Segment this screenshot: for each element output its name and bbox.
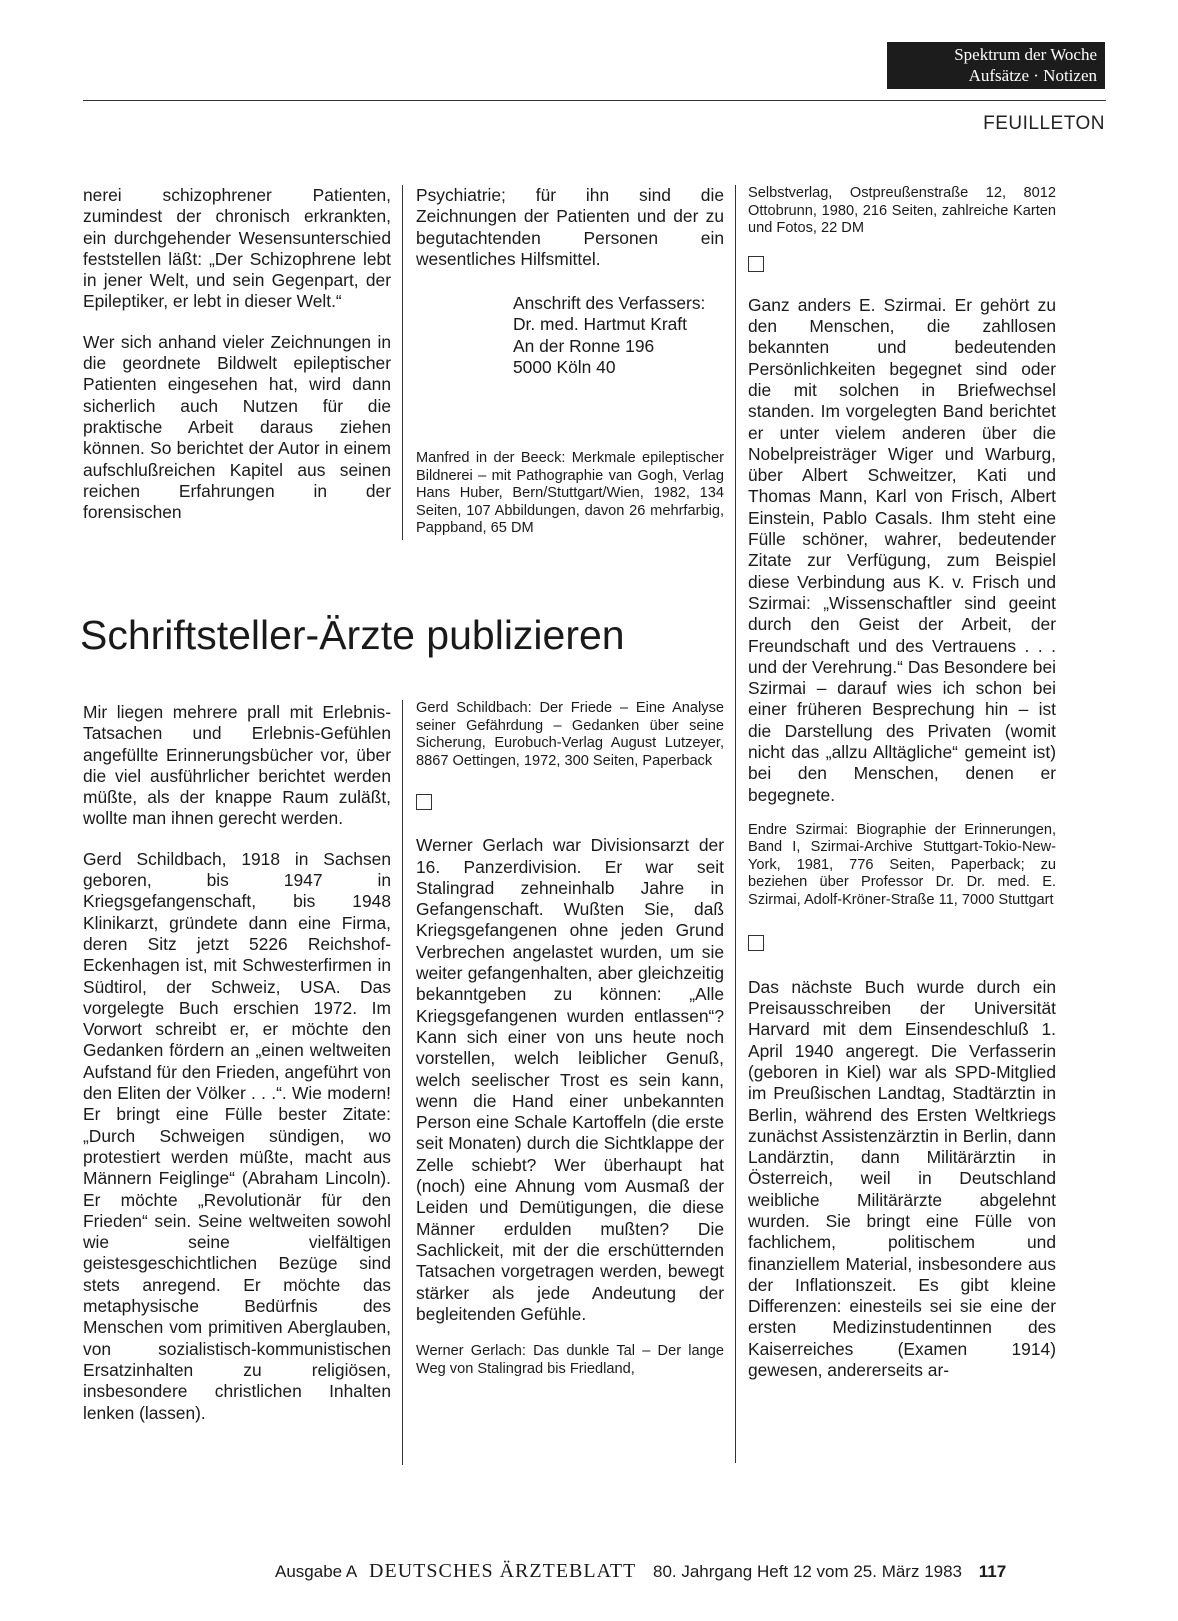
column-divider [735, 185, 736, 1463]
upper-column-2 [416, 185, 724, 538]
badge-line-2: Aufsätze · Notizen [968, 66, 1097, 85]
book-reference: Manfred in der Beeck: Merkmale epileptischer Bildnerei – mit Pathographie van Gogh, Verlag Hans Huber, Bern/Stuttgart/Wien, 1982, 134 Seiten, 107 Abbildungen, davon 26 mehrfarbig, Pappband, 65 DM [416, 450, 724, 537]
paragraph: Gerd Schildbach, 1918 in Sachsen geboren, bis 1947 in Kriegsgefangenschaft, bis 1948 Klinikarzt, gründete dann eine Firma, deren Sitz jetzt 5226 Reichshof-Eckenhagen ist, mit Schwesterfirmen in Südtirol, der Schweiz, USA. Das vorgelegte Buch erschien 1972. Im Vorwort schreibt er, er möchte den Gedanken fördern an „einen weltweiten Aufstand für den Frieden, angeführt von den Eliten der Völker . . .“. Wie modern! Er bringt eine Fülle bester Zitate: „Durch Schweigen sündigen, wo protestiert werden müßte, macht aus Männern Feiglinge“ (Abraham Lincoln). Er möchte „Revolutionär für den Frieden“ sein. Seine weltweiten sowohl wie seine vielfältigen geistesgeschichtlichen Bezüge sind stets anregend. Er möchte das metaphysische Bedürfnis des Menschen vom primitiven Aberglauben, von sozialistisch-kommunistischen Ersatzinhalten zu religiösen, insbesondere christlichen Inhalten lenken (lassen). [83, 848, 391, 1423]
paragraph: Das nächste Buch wurde durch ein Preisausschreiben der Universität Harvard mit dem Einsendeschluß 1. April 1940 angeregt. Die Verfasserin (geboren in Kiel) war als SPD-Mitglied im Preußischen Landtag, Stadtärztin in Berlin, während des Ersten Weltkriegs zunächst Assistenzärztin in Berlin, dann Landärztin, dann Militärärztin in Österreich, weil in Deutschland weibliche Militärärzte abgelehnt wurden. Sie bringt eine Fülle von fachlichem, politischem und finanziellem Material, insbesondere aus der Inflationszeit. Es gibt kleine Differenzen: einesteils sei sie eine der ersten Medizinstudentinnen des Kaiserreiches (Examen 1914) gewesen, andererseits ar- [748, 976, 1056, 1381]
issue-info: 80. Jahrgang Heft 12 vom 25. März 1983 [653, 1562, 963, 1581]
upper-column-1 [83, 185, 391, 523]
section-badge [887, 42, 1105, 89]
paragraph: Ganz anders E. Szirmai. Er gehört zu den Menschen, die zahllosen bekannten und bedeutenden Persönlichkeiten begegnet sind oder die mit solchen in Briefwechsel standen. Im vorgelegten Band berichtet er unter vielem anderen über die Nobelpreisträger Wiger und Warburg, über Albert Schweitzer, Kati und Thomas Mann, Karl von Frisch, Albert Einstein, Pablo Casals. Ihm steht eine Fülle schöner, wahrer, bedeutender Zitate zur Verfügung, zum Beispiel diese Verbindung aus K. v. Frisch und Szirmai: „Wissenschaftler sind geeint durch den Geist der Arbeit, der Freundschaft und des Vertrauens . . . und der Verehrung.“ Das Besondere bei Szirmai – darauf wies ich schon bei einer früheren Besprechung hin – ist die Darstellung des Privaten (womit nicht das „allzu Alltägliche“ gemeint ist) bei den Menschen, denen er begegnete. [748, 294, 1056, 805]
paragraph: Wer sich anhand vieler Zeichnungen in die geordnete Bildwelt epileptischer Patienten eingesehen hat, wird dann sicherlich auch Nutzen für die praktische Arbeit daraus ziehen können. So berichtet der Autor in einem aufschlußreichen Kapitel aus seinen reichen Erfahrungen in der forensischen [83, 331, 391, 523]
right-column [748, 185, 1056, 1381]
paragraph: nerei schizophrener Patienten, zumindest der chronisch erkrankten, ein durchgehender Wesensunterschied feststellen läßt: „Der Schizophrene lebt in jener Welt, und sein Gegenpart, der Epileptiker, er lebt in dieser Welt.“ [83, 185, 391, 312]
section-end-box-icon [416, 794, 724, 815]
lower-column-2 [416, 700, 724, 1378]
header-rule [83, 100, 1106, 101]
badge-line-1: Spektrum der Woche [954, 45, 1097, 64]
book-reference: Gerd Schildbach: Der Friede – Eine Analyse seiner Gefährdung – Gedanken über seine Sicherung, Eurobuch-Verlag August Lutzeyer, 8867 Oettingen, 1972, 300 Seiten, Paperback [416, 700, 724, 769]
address-line: An der Ronne 196 [513, 335, 655, 356]
column-divider [402, 700, 403, 1465]
book-reference: Werner Gerlach: Das dunkle Tal – Der lange Weg von Stalingrad bis Friedland, [416, 1343, 724, 1377]
book-reference: Endre Szirmai: Biographie der Erinnerungen, Band I, Szirmai-Archive Stuttgart-Tokio-New-York, 1981, 776 Seiten, Paperback; zu beziehen über Professor Dr. Dr. med. E. Szirmai, Adolf-Kröner-Straße 11, 7000 Stuttgart [748, 821, 1056, 908]
page-footer [275, 1560, 1006, 1583]
paragraph: Psychiatrie; für ihn sind die Zeichnungen der Patienten und der zu begutachtenden Personen ein wesentliches Hilfsmittel. [416, 185, 724, 269]
section-end-box-icon [748, 256, 1056, 277]
journal-masthead: DEUTSCHES ÄRZTEBLATT [369, 1560, 637, 1582]
lower-column-1 [83, 702, 391, 1424]
article-headline: Schriftsteller-Ärzte publizieren [80, 612, 625, 658]
author-address [416, 293, 724, 378]
address-line: Anschrift des Verfassers: [513, 293, 706, 314]
column-divider [402, 185, 403, 540]
section-label: FEUILLETON [983, 113, 1105, 134]
section-end-box-icon [748, 935, 1056, 956]
book-reference: Selbstverlag, Ostpreußenstraße 12, 8012 Ottobrunn, 1980, 216 Seiten, zahlreiche Karten und Fotos, 22 DM [748, 185, 1056, 236]
paragraph: Mir liegen mehrere prall mit Erlebnis-Tatsachen und Erlebnis-Gefühlen angefüllte Erinnerungsbücher vor, über die viel ausführlicher berichtet werden müßte, als der knappe Raum zuläßt, wollte man ihnen gerecht werden. [83, 702, 391, 829]
page-number: 117 [978, 1562, 1007, 1581]
edition-label: Ausgabe A [275, 1562, 357, 1581]
address-line: Dr. med. Hartmut Kraft [513, 314, 687, 335]
address-line: 5000 Köln 40 [513, 357, 616, 378]
paragraph: Werner Gerlach war Divisionsarzt der 16. Panzerdivision. Er war seit Stalingrad zehneinhalb Jahre in Gefangenschaft. Wußten Sie, daß Kriegsgefangenen ohne jeden Grund Verbrechen angelastet wurden, um sie weiter gefangenhalten, aber gleichzeitig bekanntgeben zu können: „Alle Kriegsgefangenen wurden entlassen“? Kann sich einer von uns heute noch vorstellen, welch leiblicher Genuß, welch seelischer Trost es sein kann, wenn die Hand einer unbekannten Person eine Schale Kartoffeln (die erste seit Monaten) durch die Sichtklappe der Zelle schiebt? Wer überhaupt hat (noch) eine Ahnung vom Ausmaß der Leiden und Demütigungen, die diese Männer erdulden mußten? Die Sachlickeit, mit der die erschütternden Tatsachen vorgetragen werden, bewegt stärker als jede Andeutung der begleitenden Gefühle. [416, 835, 724, 1324]
